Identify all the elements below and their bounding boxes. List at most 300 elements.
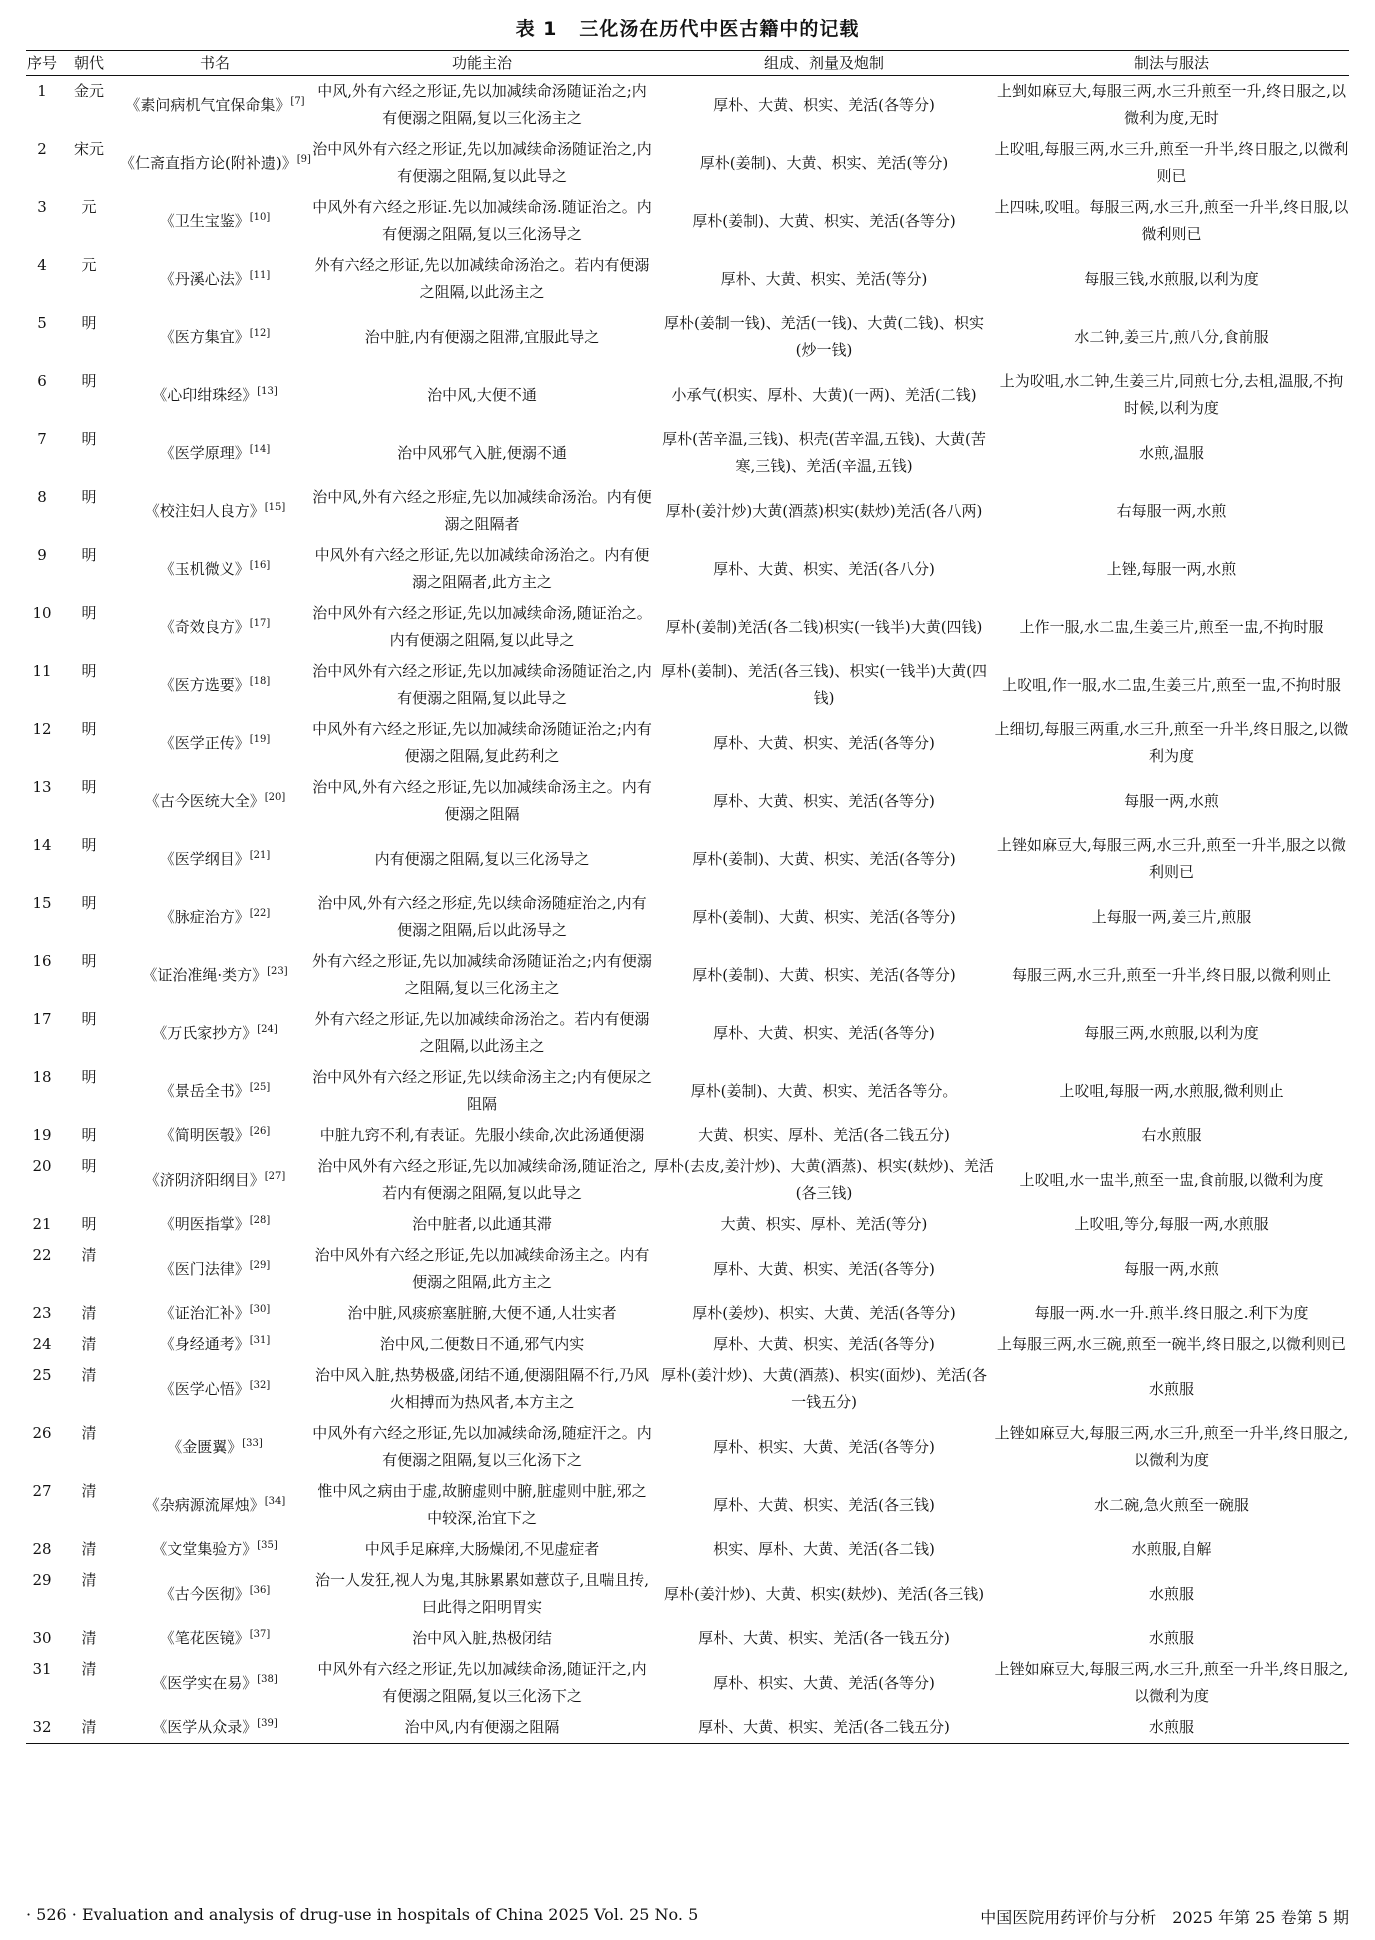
row-dynasty [58, 482, 120, 540]
row-dynasty-text: 明 [81, 604, 97, 622]
table-row [26, 1151, 1349, 1209]
row-dynasty [58, 1329, 120, 1360]
row-function [310, 250, 654, 308]
row-preparation-text: 上为㕮咀,水二钟,生姜三片,同煎七分,去柤,温服,不拘时候,以利为度 [999, 372, 1344, 417]
row-number [26, 424, 58, 482]
reference-marker: [28] [249, 1215, 271, 1226]
table-row [26, 1360, 1349, 1418]
row-number [26, 1240, 58, 1298]
row-function-text: 治中脏,内有便溺之阻滞,宜服此导之 [364, 327, 600, 346]
row-preparation [994, 772, 1349, 830]
row-book-text: 《简明医彀》 [159, 1126, 250, 1144]
reference-marker: [20] [264, 791, 286, 803]
row-composition [654, 76, 994, 135]
row-preparation-text: 右水煎服 [1141, 1126, 1202, 1144]
reference-marker: [29] [249, 1259, 271, 1271]
table-row [26, 1654, 1349, 1712]
row-dynasty-text: 明 [81, 430, 97, 448]
row-composition [654, 1151, 994, 1209]
row-dynasty-text: 明 [81, 836, 97, 854]
row-dynasty-text: 清 [81, 1482, 97, 1500]
row-dynasty [58, 76, 120, 135]
row-book-text: 《医学纲目》 [159, 849, 250, 868]
row-number-text: 26 [32, 1424, 52, 1442]
row-preparation [994, 1565, 1349, 1623]
row-function [310, 1120, 654, 1151]
row-book [120, 946, 310, 1004]
row-function [310, 366, 654, 424]
row-book [120, 192, 310, 250]
row-number [26, 1565, 58, 1623]
reference-marker: [7] [290, 95, 305, 107]
row-number [26, 1151, 58, 1209]
row-dynasty [58, 250, 120, 308]
row-preparation-text: 上作一服,水二盅,生姜三片,煎至一盅,不拘时服 [1019, 617, 1324, 636]
row-book [120, 76, 310, 135]
row-book [120, 714, 310, 772]
row-composition-text: 厚朴、大黄、枳实、羌活(各三钱) [713, 1495, 935, 1514]
row-preparation-text: 每服一两,水煎 [1124, 791, 1219, 810]
header-dynasty: 朝代 [58, 51, 120, 76]
row-function [310, 888, 654, 946]
row-book [120, 482, 310, 540]
row-number-text: 19 [32, 1126, 52, 1144]
table-row [26, 366, 1349, 424]
row-book [120, 424, 310, 482]
row-number-text: 8 [37, 488, 47, 506]
row-preparation-text: 上剉如麻豆大,每服三两,水三升煎至一升,终日服之,以微利为度,无时 [996, 82, 1347, 127]
header-number: 序号 [26, 51, 58, 76]
row-dynasty-text: 明 [81, 1126, 97, 1144]
row-dynasty [58, 656, 120, 714]
row-function-text: 外有六经之形证,先以加减续命汤随证治之;内有便溺之阻隔,复以三化汤主之 [312, 952, 652, 997]
row-preparation-text: 每服三钱,水煎服,以利为度 [1084, 269, 1259, 288]
row-function [310, 1534, 654, 1565]
row-number [26, 1004, 58, 1062]
row-dynasty [58, 888, 120, 946]
table-row [26, 1120, 1349, 1151]
row-function [310, 1418, 654, 1476]
row-dynasty [58, 1298, 120, 1329]
row-preparation-text: 水煎服 [1148, 1379, 1194, 1398]
row-function [310, 1004, 654, 1062]
row-preparation [994, 1329, 1349, 1360]
row-composition [654, 1240, 994, 1298]
row-composition-text: 厚朴、大黄、枳实、羌活(各等分) [713, 1259, 935, 1278]
reference-marker: [38] [257, 1673, 278, 1685]
row-function-text: 治中风,二便数日不通,邪气内实 [379, 1335, 585, 1353]
row-book [120, 1565, 310, 1623]
row-composition [654, 1209, 994, 1240]
row-number-text: 5 [37, 314, 47, 332]
row-composition [654, 366, 994, 424]
row-preparation-text: 上㕮咀,水一盅半,煎至一盅,食前服,以微利为度 [1019, 1170, 1324, 1189]
row-number [26, 366, 58, 424]
row-preparation-text: 水煎服 [1148, 1718, 1194, 1736]
table-row [26, 830, 1349, 888]
row-number [26, 1418, 58, 1476]
row-function [310, 1209, 654, 1240]
row-dynasty [58, 1120, 120, 1151]
row-composition [654, 1120, 994, 1151]
row-function [310, 1360, 654, 1418]
row-dynasty-text: 明 [81, 662, 97, 680]
row-function-text: 外有六经之形证,先以加减续命汤治之。若内有便溺之阻隔,以此汤主之 [314, 1010, 650, 1055]
row-preparation-text: 每服一两,水煎 [1124, 1259, 1219, 1278]
row-preparation [994, 1004, 1349, 1062]
row-composition-text: 大黄、枳实、厚朴、羌活(各二钱五分) [698, 1126, 950, 1144]
row-book [120, 830, 310, 888]
row-function-text: 治中风入脏,热极闭结 [412, 1629, 552, 1647]
row-preparation-text: 水二钟,姜三片,煎八分,食前服 [1074, 327, 1269, 346]
row-preparation [994, 1120, 1349, 1151]
row-composition [654, 1298, 994, 1329]
row-book-text: 《金匮翼》 [167, 1437, 243, 1456]
table-row [26, 598, 1349, 656]
reference-marker: [13] [257, 385, 278, 397]
table-row [26, 1004, 1349, 1062]
row-composition-text: 大黄、枳实、厚朴、羌活(等分) [720, 1215, 928, 1233]
reference-marker: [12] [249, 327, 271, 339]
row-number-text: 28 [32, 1540, 52, 1558]
reference-marker: [17] [249, 617, 271, 629]
row-number-text: 22 [32, 1246, 52, 1264]
reference-marker: [26] [249, 1126, 271, 1137]
row-number-text: 30 [32, 1629, 52, 1647]
reference-marker: [18] [249, 675, 271, 687]
row-book-text: 《奇效良方》 [159, 617, 250, 636]
row-dynasty-text: 清 [81, 1660, 97, 1678]
row-function [310, 656, 654, 714]
row-function-text: 治中风外有六经之形证,先以加减续命汤随证治之,内有便溺之阻隔,复以此导之 [312, 140, 652, 185]
reference-marker: [39] [257, 1718, 278, 1729]
table-label: 表 1 [515, 18, 558, 40]
reference-marker: [30] [249, 1304, 271, 1315]
row-number [26, 1712, 58, 1744]
table-row [26, 250, 1349, 308]
row-number [26, 1654, 58, 1712]
row-function [310, 134, 654, 192]
row-composition [654, 482, 994, 540]
row-function-text: 中风外有六经之形证,先以加减续命汤,随症汗之。内有便溺之阻隔,复以三化汤下之 [312, 1424, 652, 1469]
row-preparation-text: 水煎服,自解 [1131, 1540, 1212, 1558]
row-number-text: 7 [37, 430, 47, 448]
row-book [120, 1151, 310, 1209]
row-function [310, 308, 654, 366]
row-book [120, 1712, 310, 1744]
row-function [310, 76, 654, 135]
row-number-text: 20 [32, 1157, 52, 1175]
row-composition-text: 厚朴(姜汁炒)、大黄(酒蒸)、枳实(面炒)、羌活(各一钱五分) [661, 1366, 987, 1411]
row-preparation-text: 每服一两.水一升.煎半.终日服之.利下为度 [1034, 1304, 1309, 1322]
row-number-text: 17 [32, 1010, 52, 1028]
row-dynasty [58, 1476, 120, 1534]
row-number-text: 15 [32, 894, 52, 912]
row-function [310, 946, 654, 1004]
reference-marker: [31] [249, 1335, 271, 1346]
row-book-text: 《医学从众录》 [152, 1718, 258, 1736]
table-row [26, 1565, 1349, 1623]
row-dynasty-text: 明 [81, 952, 97, 970]
row-preparation [994, 76, 1349, 135]
table-row [26, 308, 1349, 366]
row-book [120, 1654, 310, 1712]
records-table [26, 50, 1349, 1744]
row-dynasty-text: 明 [81, 314, 97, 332]
header-preparation: 制法与服法 [994, 51, 1349, 76]
row-composition [654, 1534, 994, 1565]
row-function [310, 1565, 654, 1623]
row-composition [654, 946, 994, 1004]
row-preparation [994, 888, 1349, 946]
reference-marker: [16] [249, 559, 271, 571]
row-preparation-text: 每服三两,水三升,煎至一升半,终日服,以微利则止 [1011, 965, 1332, 984]
row-book-text: 《医学原理》 [159, 443, 250, 462]
row-dynasty [58, 192, 120, 250]
reference-marker: [33] [242, 1437, 263, 1449]
table-row [26, 714, 1349, 772]
row-book-text: 《仁斋直指方论(附补遗)》 [120, 153, 297, 172]
row-dynasty-text: 明 [81, 720, 97, 738]
row-number-text: 10 [32, 604, 52, 622]
row-number-text: 21 [32, 1215, 52, 1233]
header-book: 书名 [120, 51, 310, 76]
row-preparation [994, 540, 1349, 598]
row-number [26, 192, 58, 250]
row-composition-text: 厚朴(姜制)、大黄、枳实、羌活各等分。 [690, 1081, 958, 1100]
row-function-text: 中风,外有六经之形证,先以加减续命汤随证治之;内有便溺之阻隔,复以三化汤主之 [317, 82, 647, 127]
row-preparation-text: 上四味,㕮咀。每服三两,水三升,煎至一升半,终日服,以微利则已 [994, 198, 1349, 243]
row-function-text: 内有便溺之阻隔,复以三化汤导之 [374, 849, 590, 868]
row-dynasty-text: 清 [81, 1424, 97, 1442]
row-number [26, 714, 58, 772]
table-row [26, 1476, 1349, 1534]
table-row [26, 1209, 1349, 1240]
row-preparation [994, 946, 1349, 1004]
row-composition [654, 1565, 994, 1623]
reference-marker: [11] [249, 269, 271, 281]
row-function-text: 治中风,外有六经之形症,先以加减续命汤治。内有便溺之阻隔者 [312, 488, 652, 533]
row-function-text: 中风手足麻痒,大肠燥闭,不见虚症者 [364, 1540, 600, 1558]
row-book [120, 540, 310, 598]
header-composition: 组成、剂量及炮制 [654, 51, 994, 76]
row-preparation-text: 水煎服 [1148, 1629, 1194, 1647]
row-book [120, 308, 310, 366]
table-row [26, 134, 1349, 192]
row-preparation-text: 水煎,温服 [1139, 443, 1204, 462]
reference-marker: [21] [249, 849, 271, 861]
row-preparation [994, 1240, 1349, 1298]
row-dynasty-text: 明 [81, 778, 97, 796]
row-preparation-text: 右每服一两,水煎 [1116, 501, 1227, 520]
row-function [310, 424, 654, 482]
row-function-text: 中风外有六经之形证,先以加减续命汤治之。内有便溺之阻隔者,此方主之 [314, 546, 650, 591]
row-composition-text: 厚朴(姜制一钱)、羌活(一钱)、大黄(二钱)、枳实(炒一钱) [663, 314, 985, 359]
table-body [26, 76, 1349, 1744]
row-number [26, 888, 58, 946]
row-dynasty-text: 明 [81, 546, 97, 564]
row-number-text: 14 [32, 836, 52, 854]
row-book-text: 《医学实在易》 [152, 1673, 258, 1692]
row-composition-text: 厚朴、大黄、枳实、羌活(各二钱五分) [698, 1718, 950, 1736]
reference-marker: [25] [249, 1081, 271, 1093]
row-preparation [994, 1298, 1349, 1329]
row-book [120, 1240, 310, 1298]
row-dynasty [58, 1004, 120, 1062]
row-number [26, 1209, 58, 1240]
reference-marker: [32] [249, 1379, 271, 1391]
table-row [26, 1418, 1349, 1476]
row-dynasty [58, 1654, 120, 1712]
row-number-text: 29 [32, 1571, 52, 1589]
row-composition [654, 192, 994, 250]
row-book [120, 1623, 310, 1654]
reference-marker: [14] [249, 443, 271, 455]
row-number [26, 598, 58, 656]
table-row [26, 656, 1349, 714]
row-dynasty-text: 清 [81, 1571, 97, 1589]
row-function [310, 830, 654, 888]
table-row [26, 76, 1349, 135]
row-function-text: 外有六经之形证,先以加减续命汤治之。若内有便溺之阻隔,以此汤主之 [314, 256, 650, 301]
row-book-text: 《证治准绳·类方》 [142, 965, 268, 984]
row-preparation-text: 水二碗,急火煎至一碗服 [1094, 1495, 1249, 1514]
row-number-text: 16 [32, 952, 52, 970]
row-preparation [994, 1151, 1349, 1209]
row-preparation [994, 424, 1349, 482]
row-dynasty-text: 清 [81, 1335, 97, 1353]
row-function [310, 192, 654, 250]
row-composition-text: 小承气(枳实、厚朴、大黄)(一两)、羌活(二钱) [671, 385, 977, 404]
row-preparation [994, 1534, 1349, 1565]
row-preparation [994, 1654, 1349, 1712]
row-composition [654, 830, 994, 888]
row-function [310, 598, 654, 656]
row-book [120, 1418, 310, 1476]
row-composition-text: 厚朴(姜炒)、枳实、大黄、羌活(各等分) [692, 1304, 956, 1322]
row-number [26, 830, 58, 888]
row-function-text: 治中风外有六经之形证,先以加减续命汤主之。内有便溺之阻隔,此方主之 [314, 1246, 650, 1291]
row-function-text: 治中风外有六经之形证,先以加减续命汤,随证治之。内有便溺之阻隔,复以此导之 [312, 604, 652, 649]
reference-marker: [27] [264, 1170, 286, 1182]
table-row [26, 192, 1349, 250]
row-preparation [994, 656, 1349, 714]
row-dynasty [58, 1623, 120, 1654]
row-preparation-text: 上细切,每服三两重,水三升,煎至一升半,终日服之,以微利为度 [994, 720, 1349, 765]
row-preparation-text: 上㕮咀,每服三两,水三升,煎至一升半,终日服之,以微利则已 [994, 140, 1349, 185]
row-composition-text: 厚朴(姜制)、羌活(各三钱)、枳实(一钱半)大黄(四钱) [661, 662, 987, 707]
row-composition-text: 厚朴、枳实、大黄、羌活(各等分) [713, 1437, 935, 1456]
row-dynasty [58, 772, 120, 830]
row-dynasty-text: 元 [81, 256, 97, 274]
row-dynasty [58, 1360, 120, 1418]
row-dynasty [58, 308, 120, 366]
row-function [310, 1062, 654, 1120]
row-preparation [994, 250, 1349, 308]
row-dynasty [58, 1240, 120, 1298]
footer-english: · 526 · Evaluation and analysis of drug-use in hospitals of China 2025 Vol. 25 No. 5 [26, 1905, 699, 1924]
reference-marker: [10] [249, 211, 271, 223]
row-dynasty [58, 134, 120, 192]
row-preparation [994, 830, 1349, 888]
row-book-text: 《景岳全书》 [159, 1081, 250, 1100]
row-book-text: 《万氏家抄方》 [152, 1023, 258, 1042]
row-number-text: 23 [32, 1304, 52, 1322]
row-book [120, 250, 310, 308]
row-number-text: 3 [37, 198, 47, 216]
row-dynasty-text: 清 [81, 1540, 97, 1558]
reference-marker: [23] [267, 965, 288, 977]
row-dynasty-text: 明 [81, 1157, 97, 1175]
row-preparation [994, 366, 1349, 424]
reference-marker: [34] [264, 1495, 286, 1507]
row-book [120, 1329, 310, 1360]
row-book [120, 598, 310, 656]
reference-marker: [9] [296, 153, 311, 165]
row-number-text: 24 [32, 1335, 52, 1353]
row-composition [654, 1004, 994, 1062]
row-dynasty [58, 1712, 120, 1744]
row-composition-text: 厚朴、大黄、枳实、羌活(等分) [720, 269, 928, 288]
row-number [26, 250, 58, 308]
row-function-text: 中风外有六经之形证,先以加减续命汤,随证汗之,内有便溺之阻隔,复以三化汤下之 [317, 1660, 647, 1705]
row-composition [654, 250, 994, 308]
row-composition [654, 134, 994, 192]
row-function-text: 治中风外有六经之形证,先以续命汤主之;内有便尿之阻隔 [312, 1068, 652, 1113]
row-book-text: 《玉机微义》 [159, 559, 250, 578]
row-function-text: 治中脏者,以此通其滞 [412, 1215, 552, 1233]
row-book-text: 《医学正传》 [159, 733, 250, 752]
row-number [26, 1120, 58, 1151]
table-row [26, 946, 1349, 1004]
row-dynasty-text: 明 [81, 1010, 97, 1028]
row-number [26, 1534, 58, 1565]
row-function [310, 540, 654, 598]
row-dynasty [58, 598, 120, 656]
table-row [26, 1534, 1349, 1565]
row-book-text: 《医方选要》 [159, 675, 250, 694]
row-book [120, 1209, 310, 1240]
row-composition [654, 598, 994, 656]
row-dynasty-text: 清 [81, 1246, 97, 1264]
row-composition-text: 厚朴、枳实、大黄、羌活(各等分) [713, 1673, 935, 1692]
row-preparation-text: 上锉如麻豆大,每服三两,水三升,煎至一升半,终日服之,以微利为度 [994, 1660, 1349, 1705]
reference-marker: [22] [249, 907, 271, 919]
row-function-text: 治中风外有六经之形证,先以加减续命汤,随证治之,若内有便溺之阻隔,复以此导之 [317, 1157, 647, 1202]
row-preparation-text: 水煎服 [1148, 1584, 1194, 1603]
row-composition-text: 厚朴(苦辛温,三钱)、枳壳(苦辛温,五钱)、大黄(苦寒,三钱)、羌活(辛温,五钱) [662, 430, 986, 475]
row-book-text: 《文堂集验方》 [152, 1540, 258, 1558]
row-book [120, 1004, 310, 1062]
row-preparation [994, 308, 1349, 366]
row-book-text: 《心印绀珠经》 [152, 385, 258, 404]
row-composition [654, 1062, 994, 1120]
table-row [26, 424, 1349, 482]
row-book-text: 《丹溪心法》 [159, 269, 250, 288]
table-row [26, 1329, 1349, 1360]
row-composition-text: 厚朴(姜制)、大黄、枳实、羌活(各等分) [692, 211, 956, 230]
row-function-text: 治中风,外有六经之形证,先以加减续命汤主之。内有便溺之阻隔 [312, 778, 652, 823]
row-number-text: 32 [32, 1718, 52, 1736]
row-number [26, 1623, 58, 1654]
row-preparation [994, 1209, 1349, 1240]
row-composition-text: 厚朴、大黄、枳实、羌活(各等分) [713, 1023, 935, 1042]
row-function [310, 1623, 654, 1654]
row-number-text: 12 [32, 720, 52, 738]
row-book [120, 656, 310, 714]
row-composition-text: 厚朴、大黄、枳实、羌活(各八分) [713, 559, 935, 578]
row-preparation-text: 上每服一两,姜三片,煎服 [1091, 907, 1252, 926]
